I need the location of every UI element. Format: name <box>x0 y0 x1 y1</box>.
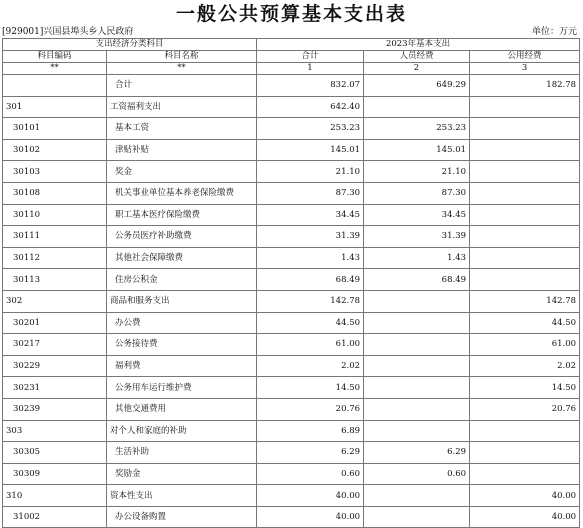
row-public <box>470 96 580 118</box>
row-code: 30103 <box>3 161 107 183</box>
header-total: 合计 <box>257 51 364 63</box>
header-column-row <box>3 51 580 63</box>
row-name: 职工基本医疗保险缴费 <box>107 204 257 226</box>
row-name: 公务接待费 <box>107 334 257 356</box>
header-idx-total: 1 <box>257 63 364 75</box>
header-group-row <box>3 39 580 51</box>
row-total: 2.02 <box>257 355 364 377</box>
row-total: 14.50 <box>257 377 364 399</box>
unit-label: 单位：万元 <box>531 27 577 37</box>
row-code: 310 <box>3 485 107 507</box>
row-name: 公务用车运行维护费 <box>107 377 257 399</box>
row-code: 30305 <box>3 442 107 464</box>
row-public <box>470 269 580 291</box>
table-row <box>3 442 580 464</box>
row-code: 30108 <box>3 182 107 204</box>
row-public <box>470 182 580 204</box>
row-name: 机关事业单位基本养老保险缴费 <box>107 182 257 204</box>
row-total: 61.00 <box>257 334 364 356</box>
row-public <box>470 420 580 442</box>
row-public: 2.02 <box>470 355 580 377</box>
row-personnel: 87.30 <box>364 182 470 204</box>
row-personnel: 649.29 <box>364 75 470 97</box>
row-name: 其他交通费用 <box>107 398 257 420</box>
row-code <box>3 75 107 97</box>
row-name: 住房公积金 <box>107 269 257 291</box>
row-total: 87.30 <box>257 182 364 204</box>
row-total: 145.01 <box>257 139 364 161</box>
table-row <box>3 161 580 183</box>
row-name: 公务员医疗补助缴费 <box>107 226 257 248</box>
table-row <box>3 182 580 204</box>
row-total: 832.07 <box>257 75 364 97</box>
row-personnel: 6.29 <box>364 442 470 464</box>
row-code: 30309 <box>3 463 107 485</box>
row-public <box>470 204 580 226</box>
row-public: 20.76 <box>470 398 580 420</box>
row-public: 61.00 <box>470 334 580 356</box>
table-row <box>3 118 580 140</box>
row-code: 30239 <box>3 398 107 420</box>
row-public <box>470 247 580 269</box>
row-total: 40.00 <box>257 485 364 507</box>
row-total: 31.39 <box>257 226 364 248</box>
table-row <box>3 312 580 334</box>
row-personnel <box>364 377 470 399</box>
row-code: 30113 <box>3 269 107 291</box>
row-code: 301 <box>3 96 107 118</box>
row-personnel <box>364 506 470 528</box>
row-public <box>470 463 580 485</box>
row-name: 合计 <box>107 75 257 97</box>
table-row <box>3 398 580 420</box>
row-personnel <box>364 355 470 377</box>
row-personnel: 1.43 <box>364 247 470 269</box>
table-row <box>3 463 580 485</box>
row-code: 302 <box>3 290 107 312</box>
row-total: 44.50 <box>257 312 364 334</box>
row-personnel <box>364 398 470 420</box>
row-name: 工资福利支出 <box>107 96 257 118</box>
row-name: 资本性支出 <box>107 485 257 507</box>
header-personnel: 人员经费 <box>364 51 470 63</box>
table-row <box>3 377 580 399</box>
row-public: 40.00 <box>470 506 580 528</box>
row-name: 办公设备购置 <box>107 506 257 528</box>
row-public <box>470 118 580 140</box>
row-code: 30231 <box>3 377 107 399</box>
table-row <box>3 269 580 291</box>
row-personnel <box>364 312 470 334</box>
row-total: 1.43 <box>257 247 364 269</box>
row-name: 福利费 <box>107 355 257 377</box>
row-code: 30201 <box>3 312 107 334</box>
row-personnel <box>364 96 470 118</box>
header-index-row <box>3 63 580 75</box>
table-row <box>3 355 580 377</box>
header-idx-personnel: 2 <box>364 63 470 75</box>
row-code: 30102 <box>3 139 107 161</box>
table-row <box>3 506 580 528</box>
row-total: 142.78 <box>257 290 364 312</box>
organization-label: [929001]兴国县埠头乡人民政府 <box>2 27 134 37</box>
row-code: 30229 <box>3 355 107 377</box>
row-total: 34.45 <box>257 204 364 226</box>
row-code: 30111 <box>3 226 107 248</box>
header-public: 公用经费 <box>470 51 580 63</box>
row-public <box>470 442 580 464</box>
row-public <box>470 226 580 248</box>
row-total: 0.60 <box>257 463 364 485</box>
row-total: 68.49 <box>257 269 364 291</box>
row-personnel: 253.23 <box>364 118 470 140</box>
row-public: 14.50 <box>470 377 580 399</box>
header-name: 科目名称 <box>107 51 257 63</box>
row-personnel <box>364 290 470 312</box>
table-row <box>3 485 580 507</box>
row-public: 40.00 <box>470 485 580 507</box>
row-code: 303 <box>3 420 107 442</box>
row-name: 办公费 <box>107 312 257 334</box>
row-public: 44.50 <box>470 312 580 334</box>
row-total: 6.29 <box>257 442 364 464</box>
table-row <box>3 290 580 312</box>
row-total: 20.76 <box>257 398 364 420</box>
row-personnel <box>364 485 470 507</box>
header-group-left: 支出经济分类科目 <box>3 39 257 51</box>
row-total: 642.40 <box>257 96 364 118</box>
row-name: 对个人和家庭的补助 <box>107 420 257 442</box>
table-row <box>3 139 580 161</box>
row-public <box>470 139 580 161</box>
row-public: 142.78 <box>470 290 580 312</box>
header-code: 科目编码 <box>3 51 107 63</box>
table-row <box>3 420 580 442</box>
row-personnel <box>364 334 470 356</box>
row-code: 30101 <box>3 118 107 140</box>
header-idx-public: 3 <box>470 63 580 75</box>
row-code: 30110 <box>3 204 107 226</box>
row-name: 生活补助 <box>107 442 257 464</box>
row-name: 奖金 <box>107 161 257 183</box>
row-personnel: 31.39 <box>364 226 470 248</box>
row-total: 40.00 <box>257 506 364 528</box>
header-mark-name: ** <box>107 63 257 75</box>
row-code: 30217 <box>3 334 107 356</box>
row-personnel: 21.10 <box>364 161 470 183</box>
table-row <box>3 204 580 226</box>
table-row <box>3 96 580 118</box>
table-row <box>3 226 580 248</box>
table-row <box>3 334 580 356</box>
row-personnel <box>364 420 470 442</box>
header-group-right: 2023年基本支出 <box>257 39 580 51</box>
row-personnel: 34.45 <box>364 204 470 226</box>
row-personnel: 0.60 <box>364 463 470 485</box>
header-mark-code: ** <box>3 63 107 75</box>
row-name: 奖励金 <box>107 463 257 485</box>
row-personnel: 145.01 <box>364 139 470 161</box>
table-row <box>3 75 580 97</box>
row-total: 253.23 <box>257 118 364 140</box>
expenditure-table <box>2 38 580 528</box>
row-total: 6.89 <box>257 420 364 442</box>
row-name: 其他社会保障缴费 <box>107 247 257 269</box>
row-total: 21.10 <box>257 161 364 183</box>
row-code: 31002 <box>3 506 107 528</box>
row-public: 182.78 <box>470 75 580 97</box>
table-row <box>3 247 580 269</box>
row-public <box>470 161 580 183</box>
page-title: 一般公共预算基本支出表 <box>175 3 407 25</box>
row-name: 商品和服务支出 <box>107 290 257 312</box>
row-name: 津贴补贴 <box>107 139 257 161</box>
row-code: 30112 <box>3 247 107 269</box>
row-personnel: 68.49 <box>364 269 470 291</box>
row-name: 基本工资 <box>107 118 257 140</box>
